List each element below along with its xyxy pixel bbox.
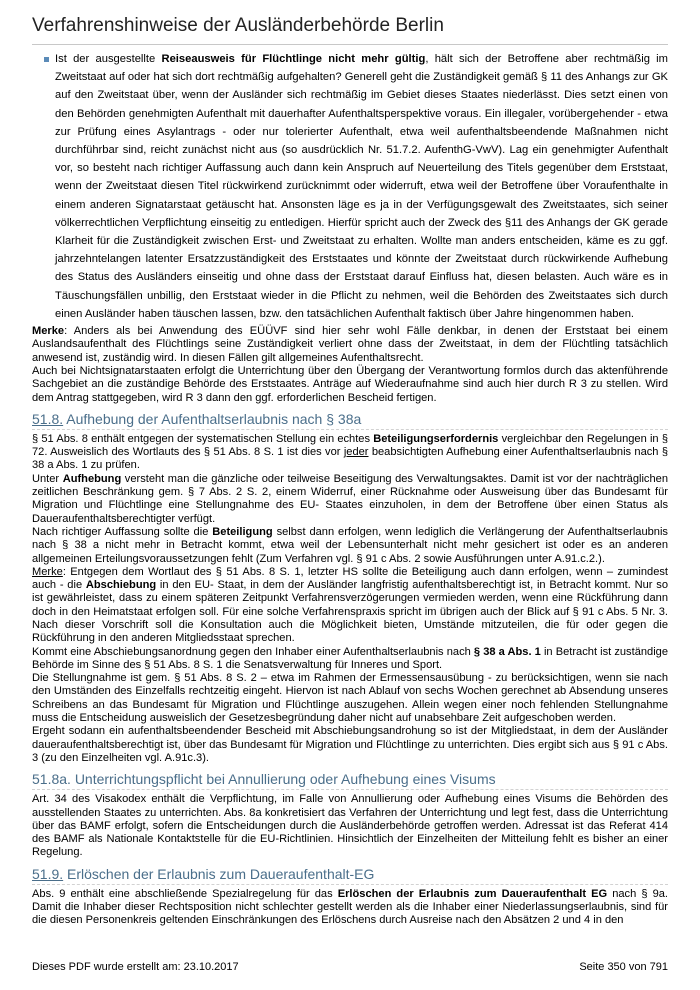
pdf-created-date: Dieses PDF wurde erstellt am: 23.10.2017 [32, 961, 239, 973]
section-51-8-heading: 51.8. Aufhebung der Aufenthaltserlaubnis nach § 38a [32, 410, 362, 427]
document-title: Verfahrenshinweise der Ausländerbehörde Berlin [32, 15, 444, 36]
bullet-text: Ist der ausgestellte Reiseausweis für Flüchtlinge nicht mehr gültig, hält sich der Betroffene aber rechtmäßig im Zweitstaat auf oder hat sich dort rechtmäßig aufgehalten? Generell geht die Zuständigkeit gemäß § 11 des Anhangs zur GK auf den Zweitstaat über, wenn der Ausländer sich rechtmäßig im Gebiet dieses Staates niederlässt. Dies setzt einen von den Behörden genehmigten Aufenthalt mit dauerhafter Aufenthaltsperspektive voraus. Ein illegaler, vorübergehender - etwa zur Prüfung eines Asylantrags - oder nur tolerierter Aufenthalt, etwa weil aufenthaltsbeendende Maßnahmen nicht durchführbar sind, reicht zunächst nicht aus (so ausdrücklich Nr. 51.7.2. AufenthG-VwV). Lag ein genehmigter Aufenthalt vor, so besteht nach richtiger Auffassung auch dann kein Anspruch auf Neuerteilung des Titels gegenüber dem Erststaat, wenn der Zweitstaat diesen Titel rückwirkend zurücknimmt oder widerruft, etwa weil der Betroffene über Voraufenthalte in einem anderen Signatarstaat getäuscht hat. Ansonsten läge es ja in der Verfügungsgewalt des Zweitstaates, sich seiner völkerrechtlichen Verpflichtung einseitig zu entledigen. Hierfür spricht auch der Zweck des §11 des Anhangs der GK gerade Klarheit für die Zuständigkeit zwischen Erst- und Zweitstaat zu erhalten. Wollte man anders entscheiden, käme es zu ggf. jahrzehntelangen latenter Ersatzzuständigkeit des Erststaates und könnte der Zweitstaat durch rückwirkende Aufhebung des Status des Ausländers einseitig und ohne dass der Erststaat darauf Einfluss hat, diesen belasten. Auch wäre es in Täuschungsfällen unbillig, den Erststaat wieder in die Pflicht zu nehmen, weil die Behörden des Zweitstaates sich durch einen Ausländer haben täuschen lassen, bzw. den tatsächlichen Aufenthalt faktisch über Jahre hingenommen haben. [55, 53, 668, 320]
sec518-paragraph-2: Unter Aufhebung versteht man die gänzliche oder teilweise Beseitigung des Verwaltungsaktes. Damit ist vor der nachträglichen zeitlichen Beschränkung gem. § 7 Abs. 2 S. 2, einem Widerruf, einer Rücknahme oder Ausweisung über das Bundesamt für Migration und Flüchtlinge eine Stellungnahme des EU- Staates einzuholen, in dem der Betroffene über einen Status als Daueraufenthaltsberechtigter verfügt. [32, 472, 668, 525]
sec519-paragraph-1: Abs. 9 enthält eine abschließende Spezialregelung für das Erlöschen der Erlaubnis zum Daueraufenthalt EG nach § 9a. Damit die Inhaber dieser Rechtsposition nicht schlechter gestellt werden als die Inhaber einer Niederlassungserlaubnis, sind für die diesen Personenkreis geltenden Einschränkungen des Erlöschens durch Ausreise nach den Absätzen 2 und 4 in den [32, 887, 668, 927]
section-51-9-link[interactable]: 51.9. [32, 865, 64, 882]
square-bullet-icon [44, 57, 49, 62]
page-footer [32, 961, 668, 973]
sec518-paragraph-7: Ergeht sodann ein aufenthaltsbeendender Bescheid mit Abschiebungsandrohung so ist der Mitgliedstaat, in dem der Ausländer daueraufenthaltsberechtigt ist, über das Bundesamt für Migration und Flüchtlinge zu unterrichten. Dies ergibt sich aus § 91 c Abs. 3 (zu den Einzelheiten vgl. A.91c.3). [32, 725, 668, 764]
sec518-paragraph-3: Nach richtiger Auffassung sollte die Beteiligung selbst dann erfolgen, wenn lediglich die Verlängerung der Aufenthaltserlaubnis nach § 38 a nicht mehr in Betracht kommt, etwa weil der Lebensunterhalt nicht mehr gesichert ist oder es an anderen allgemeinen Erteilungsvoraussetzungen fehlt (Zum Verfahren vgl. § 91 c Abs. 2 sowie Ausführungen unter A.91.c.2.). [32, 525, 668, 565]
sec518-paragraph-1: § 51 Abs. 8 enthält entgegen der systematischen Stellung ein echtes Beteiligungserfordernis vergleichbar den Regelungen in § 72. Ausweislich des Wortlauts des § 51 Abs. 8 S. 1 ist dies vor jeder beabsichtigten Aufhebung einer Aufenthaltserlaubnis nach § 38 a Abs. 1 zu prüfen. [32, 432, 668, 472]
nonsignatory-paragraph: Auch bei Nichtsignatarstaaten erfolgt die Unterrichtung über den Übergang der Verantwortung formlos durch das aktenführende Sachgebiet an die zuständige Behörde des Erststaates. Anträge auf Wiederaufnahme sind auch hier durch R 3 zu stellen. Wird dem Antrag stattgegeben, wird R 3 dann den ggf. erforderlichen Bescheid fertigen. [32, 364, 668, 404]
merke-paragraph: Merke: Anders als bei Anwendung des EÜÜVF sind hier sehr wohl Fälle denkbar, in denen der Erststaat bei einem Auslandsaufenthalt des Flüchtlings seine Zuständigkeit verliert ohne dass der Zweitstaat, in dem der Flüchtling tatsächlich anwesend ist, zuständig wird. In diesen Fällen gilt allgemeines Aufenthaltsrecht. [32, 325, 668, 364]
document-page [32, 0, 668, 990]
page-number: Seite 350 von 791 [579, 961, 668, 973]
section-divider [32, 789, 668, 790]
section-divider [32, 884, 668, 885]
section-51-9-heading: 51.9. Erlöschen der Erlaubnis zum Daueraufenthalt-EG [32, 865, 375, 882]
sec518-paragraph-6: Die Stellungnahme ist gem. § 51 Abs. 8 S. 2 – etwa im Rahmen der Ermessensausübung - zu berücksichtigen, wenn sie nach den Umständen des Einzelfalls rechtzeitig eingeht. Hiervon ist nach Ablauf von sechs Wochen gerechnet ab Absendung unseres Schreibens an das Bundesamt für Migration und Flüchtlinge auszugehen. Allein wegen einer noch fehlenden Stellungnahme muss die Entscheidung ausweislich der Gesetzesbegründung daher nicht auf unabsehbare Zeit aufgeschoben werden. [32, 672, 668, 725]
title-divider [32, 44, 668, 45]
section-51-8a-heading: 51.8a. Unterrichtungspflicht bei Annullierung oder Aufhebung eines Visums [32, 771, 496, 788]
section-51-8-link[interactable]: 51.8. [32, 410, 64, 427]
sec518-paragraph-5: Kommt eine Abschiebungsanordnung gegen den Inhaber einer Aufenthaltserlaubnis nach § 38 a Abs. 1 in Betracht ist zuständige Behörde im Sinne des § 51 Abs. 8 S. 1 die Senatsverwaltung für Inneres und Sport. [32, 645, 669, 671]
bullet-paragraph [32, 50, 668, 323]
sec518a-paragraph-1: Art. 34 des Visakodex enthält die Verpflichtung, im Falle von Annullierung oder Aufhebung eines Visums die Behörden des ausstellenden Staates zu unterrichten. Abs. 8a konkretisiert das Verfahren der Unterrichtung und legt fest, dass die Unterrichtung über das BAMF erfolgt, sofern die Entscheidungen durch die Ausländerbehörde getroffen werden. Adressat ist das Referat 414 des BAMF als Nationale Kontaktstelle für die EU-Richtlinien. Hinsichtlich der Einzelheiten der Mitteilung fehlt es bisher an einer Regelung. [32, 793, 668, 859]
sec518-merke-paragraph: Merke: Entgegen dem Wortlaut des § 51 Abs. 8 S. 1, letzter HS sollte die Beteiligung auch dann erfolgen, wenn – zumindest auch - die Abschiebung in den EU- Staat, in dem der Ausländer langfristig aufenthaltsberechtigt ist, in Betracht kommt. Nur so ist gewährleistet, dass zu einem späteren Zeitpunkt Verfahrensverzögerungen vermieden werden, wenn eine Rückführung dann doch in den Heimatstaat erfolgen soll. Für eine solche Verfahrenspraxis spricht im übrigen auch der Blick auf § 91 c Abs. 5 Nr. 3. Nach dieser Vorschrift soll die Konsultation auch die Möglichkeit bieten, Umstände mitzuteilen, die für oder gegen die Rückführung in den anderen Mitgliedsstaat sprechen. [32, 565, 668, 645]
section-divider [32, 429, 668, 430]
